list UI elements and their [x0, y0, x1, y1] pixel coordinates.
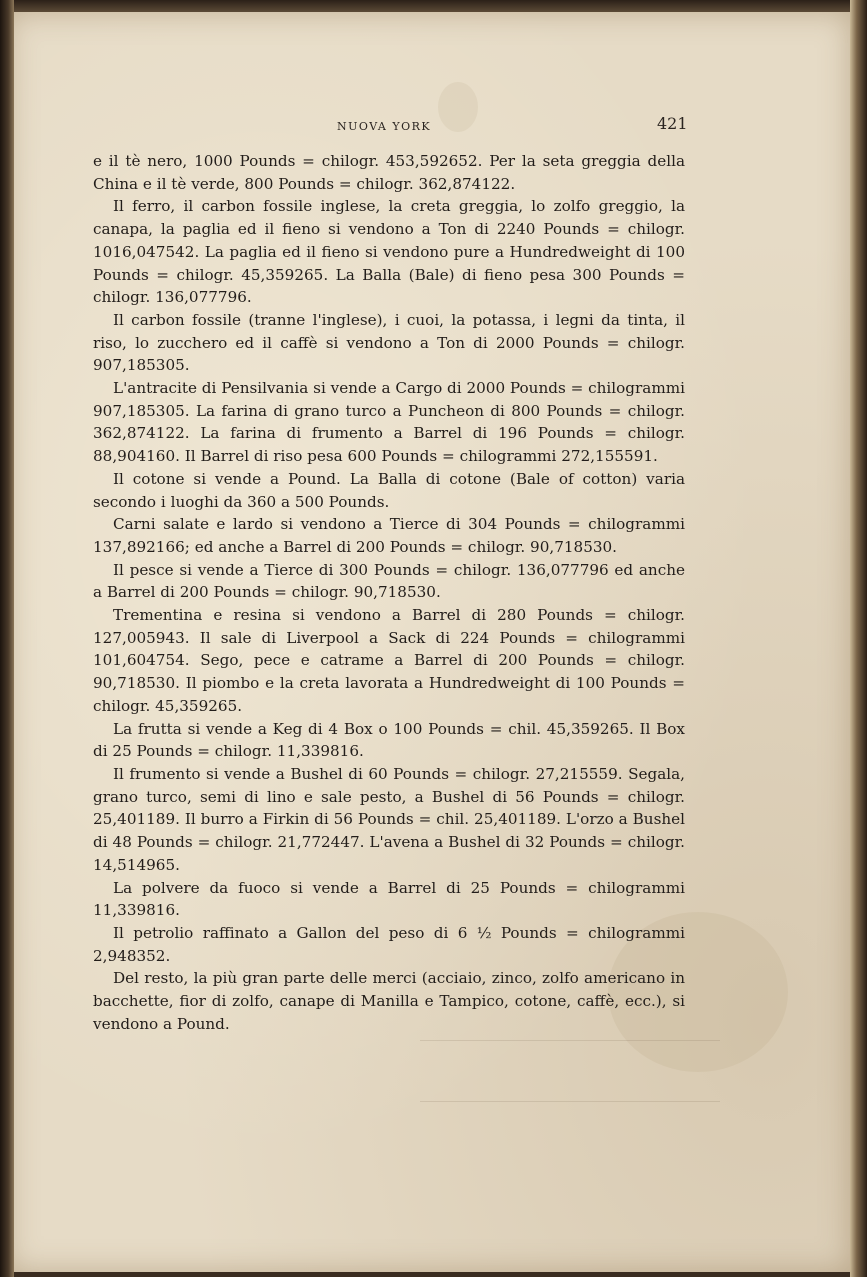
paragraph: Il carbon fossile (tranne l'inglese), i cuoi, la potassa, i legni da tinta, il riso, lo zucchero ed il caffè si vendono a Ton di 2000 Pounds = chilogr. 907,185305. [93, 310, 685, 375]
top-edge [0, 0, 867, 12]
bleed-through [420, 1040, 720, 1102]
book-spine [0, 0, 14, 1277]
paragraph: Carni salate e lardo si vendono a Tierce di 304 Pounds = chilogrammi 137,892166; ed anche a Barrel di 200 Pounds = chilogr. 90,718530. [93, 515, 685, 556]
paragraph: Il ferro, il carbon fossile inglese, la creta greggia, lo zolfo greggio, la canapa, la paglia ed il fieno si vendono a Ton di 2240 Pounds = chilogr. 1016,047542. La paglia ed il fieno si vendono pure a Hundredweight di 100 Pounds = chilogr. 45,359265. La Balla (Bale) di fieno pesa 300 Pounds = chilogr. 136,077796. [93, 197, 685, 307]
paragraph: Il pesce si vende a Tierce di 300 Pounds = chilogr. 136,077796 ed anche a Barrel di 200 Pounds = chilogr. 90,718530. [93, 560, 685, 602]
paragraph: e il tè nero, 1000 Pounds = chilogr. 453,592652. Per la seta greggia della China e il tè verde, 800 Pounds = chilogr. 362,874122. [93, 152, 685, 193]
page-edge [850, 0, 867, 1277]
paper-stain [438, 82, 478, 132]
paragraph: L'antracite di Pensilvania si vende a Cargo di 2000 Pounds = chilogrammi 907,185305. La farina di grano turco a Puncheon di 800 Pounds = chilogr. 362,874122. La farina di frumento a Barrel di 196 Pounds = chilogr. 88,904160. Il Barrel di riso pesa 600 Pounds = chilogrammi 272,155591. [93, 379, 685, 466]
paragraph: Il cotone si vende a Pound. La Balla di cotone (Bale of cotton) varia secondo i luoghi da 360 a 500 Pounds. [93, 469, 685, 511]
paragraph: Trementina e resina si vendono a Barrel di 280 Pounds = chilogr. 127,005943. Il sale di Liverpool a Sack di 224 Pounds = chilogrammi 101,604754. Sego, pece e catrame a Barrel di 200 Pounds = chilogr. 90,718530. Il piombo e la creta lavorata a Hundredweight di 100 Pounds = chilogr. 45,359265. [93, 606, 685, 715]
paragraph: La frutta si vende a Keg di 4 Box o 100 Pounds = chil. 45,359265. Il Box di 25 Pounds = chilogr. 11,339816. [93, 719, 685, 761]
running-title: NUOVA YORK [337, 120, 432, 133]
paragraph: La polvere da fuoco si vende a Barrel di 25 Pounds = chilogrammi 11,339816. [93, 878, 685, 920]
page-number: 421 [657, 114, 688, 133]
body-text [93, 150, 685, 1035]
paragraph: Del resto, la più gran parte delle merci (acciaio, zinco, zolfo americano in bacchette, fior di zolfo, canape di Manilla e Tampico, cotone, caffè, ecc.), si vendono a Pound. [93, 969, 685, 1033]
paragraph: Il frumento si vende a Bushel di 60 Pounds = chilogr. 27,215559. Segala, grano turco, semi di lino e sale pesto, a Bushel di 56 Pounds = chilogr. 25,401189. Il burro a Firkin di 56 Pounds = chil. 25,401189. L'orzo a Bushel di 48 Pounds = chilogr. 21,772447. L'avena a Bushel di 32 Pounds = chilogr. 14,514965. [93, 764, 685, 874]
paragraph: Il petrolio raffinato a Gallon del peso di 6 ½ Pounds = chilogrammi 2,948352. [93, 923, 685, 965]
